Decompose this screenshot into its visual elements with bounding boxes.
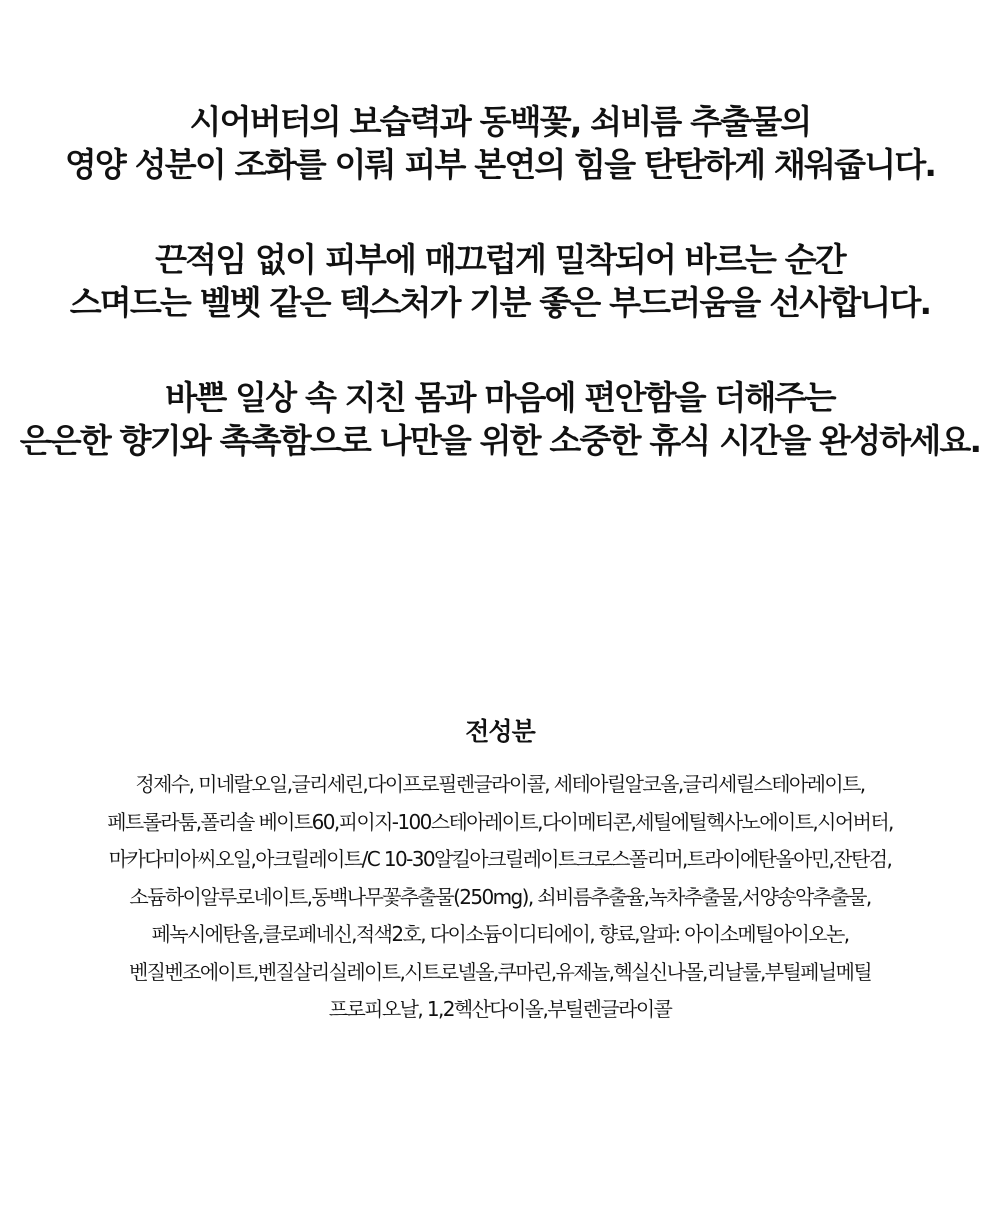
description-paragraph-fragrance — [0, 376, 1000, 462]
description-line: 영양 성분이 조화를 이뤄 피부 본연의 힘을 탄탄하게 채워줍니다. — [64, 145, 936, 184]
ingredients-line: 소듐하이알루로네이트,동백나무꽃추출물(250mg), 쇠비름추출율,녹차추출물,서양송악추출물, — [129, 884, 871, 909]
ingredients-line: 마카다미아씨오일,아크릴레이트/C 10-30알킬아크릴레이트크로스폴리머,트라이에탄올아민,잔탄검, — [108, 847, 892, 871]
description-line: 스며드는 벨벳 같은 텍스처가 기분 좋은 부드러움을 선사합니다. — [69, 283, 931, 322]
product-description — [0, 100, 1000, 514]
description-line: 시어버터의 보습력과 동백꽃, 쇠비름 추출물의 — [189, 102, 811, 141]
description-line: 끈적임 없이 피부에 매끄럽게 밀착되어 바르는 순간 — [155, 240, 845, 279]
description-line: 은은한 향기와 촉촉함으로 나만을 위한 소중한 휴식 시간을 완성하세요. — [19, 421, 981, 460]
description-paragraph-texture — [0, 238, 1000, 324]
ingredients-line: 정제수, 미네랄오일,글리세린,다이프로필렌글라이콜, 세테아릴알코올,글리세릴스테아레이트, — [135, 772, 865, 796]
ingredients-title: 전성분 — [465, 717, 535, 746]
ingredients-line: 프로피오날, 1,2헥산다이올,부틸렌글라이콜 — [328, 997, 672, 1021]
ingredients-line: 페녹시에탄올,클로페네신,적색2호, 다이소듐이디티에이, 향료,알파: 아이소메틸아이오논, — [151, 922, 849, 946]
description-line: 바쁜 일상 속 지친 몸과 마음에 편안함을 더해주는 — [165, 378, 835, 417]
ingredients-line: 벤질벤조에이트,벤질살리실레이트,시트로넬올,쿠마린,유제놀,헥실신나몰,리날룰,부틸페닐메틸 — [128, 959, 872, 984]
ingredients-section — [0, 712, 1000, 1029]
description-paragraph-moisture — [0, 100, 1000, 186]
ingredients-line: 페트롤라툼,폴리솔 베이트60,피이지-100스테아레이트,다이메티콘,세틸에틸헥사노에이트,시어버터, — [107, 809, 893, 834]
